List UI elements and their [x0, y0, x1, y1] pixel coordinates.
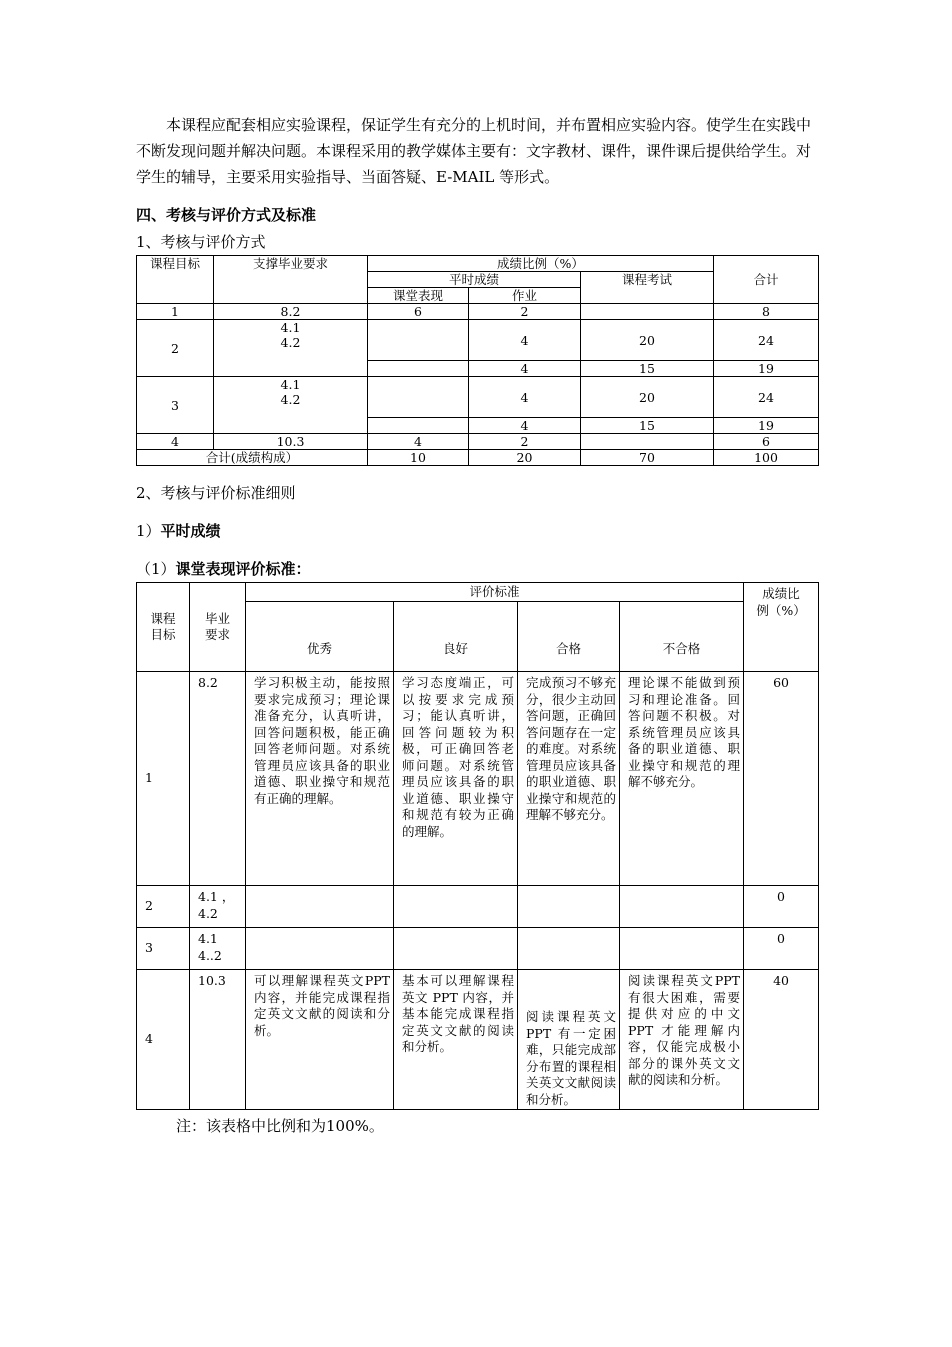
cell-req: 4.1 4.2 [214, 320, 368, 377]
cell-goal: 4 [137, 970, 190, 1110]
cell-excellent [246, 928, 394, 970]
cell-exam: 15 [581, 418, 714, 434]
cell-class: 6 [368, 304, 469, 320]
cell-exam: 20 [581, 377, 714, 418]
table-row [137, 928, 819, 970]
cell-goal: 2 [137, 320, 214, 377]
document-page [136, 112, 817, 1136]
header-excellent: 优秀 [246, 602, 394, 672]
cell-total: 19 [714, 361, 819, 377]
table-row [137, 672, 819, 886]
table-row [137, 886, 819, 928]
cell-class [368, 418, 469, 434]
cell-fail: 理论课不能做到预习和理论准备。回答问题不积极。对系统管理员应该具备的职业道德、职业操守和规范的理解不够充分。 [620, 672, 744, 886]
subsection-1-title: 1、考核与评价方式 [136, 233, 266, 251]
cell-pass: 完成预习不够充分，很少主动回答问题，正确回答问题存在一定的难度。对系统管理员应该具备的职业道德、职业操守和规范的理解不够充分。 [518, 672, 620, 886]
table-row [137, 320, 819, 361]
cell-class [368, 320, 469, 361]
class-performance-table [136, 582, 819, 1110]
cell-req: 8.2 [214, 304, 368, 320]
cell-total: 24 [714, 320, 819, 361]
cell-pass: 阅读课程英文PPT 有一定困难，只能完成部分布置的课程相关英文文献阅读和分析。 [518, 970, 620, 1110]
cell-req: 10.3 [190, 970, 246, 1110]
cell-excellent [246, 886, 394, 928]
cell-total: 6 [714, 434, 819, 450]
cell-total: 8 [714, 304, 819, 320]
cell-req: 4.1 4.2 [214, 377, 368, 434]
cell-class [368, 361, 469, 377]
cell-total: 100 [714, 450, 819, 466]
cell-fail: 阅读课程英文PPT 有很大困难，需要提供对应的中文 PPT 才能理解内容，仅能完成极小部分的课外英文文献的阅读和分析。 [620, 970, 744, 1110]
cell-total: 19 [714, 418, 819, 434]
cell-req: 4.1 ， 4.2 [190, 886, 246, 928]
header-exam: 课程考试 [581, 272, 714, 304]
cell-exam: 70 [581, 450, 714, 466]
cell-exam: 20 [581, 320, 714, 361]
subsection-2-title: 2、考核与评价标准细则 [136, 484, 296, 502]
cell-goal: 1 [137, 672, 190, 886]
cell-sum-label: 合计(成绩构成） [137, 450, 368, 466]
cell-fail [620, 928, 744, 970]
table-row [137, 434, 819, 450]
table-row [137, 304, 819, 320]
cell-goal: 3 [137, 928, 190, 970]
header-usual: 平时成绩 [368, 272, 581, 288]
cell-exam [581, 434, 714, 450]
table-row [137, 377, 819, 418]
cell-excellent: 学习积极主动，能按照要求完成预习；理论课准备充分，认真听讲，回答问题积极，能正确回答老师问题。对系统管理员应该具备的职业道德、职业操守和规范有正确的理解。 [246, 672, 394, 886]
cell-exam: 15 [581, 361, 714, 377]
cell-excellent: 可以理解课程英文PPT 内容，并能完成课程指定英文文献的阅读和分析。 [246, 970, 394, 1110]
cell-goal: 3 [137, 377, 214, 434]
cell-class: 10 [368, 450, 469, 466]
header-goal: 课程 目标 [137, 583, 190, 672]
header-goal: 课程目标 [137, 256, 214, 304]
cell-req: 4.1 4..2 [190, 928, 246, 970]
cell-goal: 4 [137, 434, 214, 450]
cell-ratio: 0 [744, 886, 819, 928]
cell-total: 24 [714, 377, 819, 418]
assessment-method-table [136, 255, 819, 466]
section-4-title: 四、考核与评价方式及标准 [136, 206, 317, 224]
cell-ratio: 60 [744, 672, 819, 886]
table-sum-row [137, 450, 819, 466]
header-requirement: 支撑毕业要求 [214, 256, 368, 304]
intro-paragraph: 本课程应配套相应实验课程，保证学生有充分的上机时间，并布置相应实验内容。使学生在实践中不断发现问题并解决问题。本课程采用的教学媒体主要有：文字教材、课件，课件课后提供给学生。对学生的辅导，主要采用实验指导、当面答疑、E-MAIL 等形式。 [136, 116, 812, 186]
header-requirement: 毕业 要求 [190, 583, 246, 672]
cell-good [394, 886, 518, 928]
cell-hw: 2 [469, 304, 581, 320]
header-fail: 不合格 [620, 602, 744, 672]
cell-hw: 4 [469, 377, 581, 418]
cell-pass [518, 886, 620, 928]
cell-hw: 4 [469, 418, 581, 434]
header-total: 合计 [714, 256, 819, 304]
header-standard: 评价标准 [246, 583, 744, 602]
header-ratio: 成绩比例（%） [368, 256, 714, 272]
cell-good [394, 928, 518, 970]
usual-score-title: 1）平时成绩 [136, 522, 221, 540]
cell-exam [581, 304, 714, 320]
header-class: 课堂表现 [368, 288, 469, 304]
cell-class: 4 [368, 434, 469, 450]
cell-req: 8.2 [190, 672, 246, 886]
cell-ratio: 40 [744, 970, 819, 1110]
cell-good: 学习态度端正，可以按要求完成预习；能认真听讲，回答问题较为积极，可正确回答老师问题。对系统管理员应该具备的职业道德、职业操守和规范有较为正确的理解。 [394, 672, 518, 886]
cell-hw: 2 [469, 434, 581, 450]
class-performance-title: （1）课堂表现评价标准： [136, 560, 311, 578]
cell-goal: 1 [137, 304, 214, 320]
cell-class [368, 377, 469, 418]
header-ratio: 成绩比 例（%） [744, 583, 819, 672]
cell-goal: 2 [137, 886, 190, 928]
table-row [137, 970, 819, 1110]
cell-good: 基本可以理解课程英文 PPT 内容，并基本能完成课程指定英文文献的阅读和分析。 [394, 970, 518, 1110]
cell-req: 10.3 [214, 434, 368, 450]
header-good: 良好 [394, 602, 518, 672]
cell-hw: 20 [469, 450, 581, 466]
cell-hw: 4 [469, 361, 581, 377]
header-pass: 合格 [518, 602, 620, 672]
table-note: 注：该表格中比例和为100%。 [176, 1117, 384, 1135]
cell-fail [620, 886, 744, 928]
cell-pass [518, 928, 620, 970]
header-homework: 作业 [469, 288, 581, 304]
cell-hw: 4 [469, 320, 581, 361]
cell-ratio: 0 [744, 928, 819, 970]
